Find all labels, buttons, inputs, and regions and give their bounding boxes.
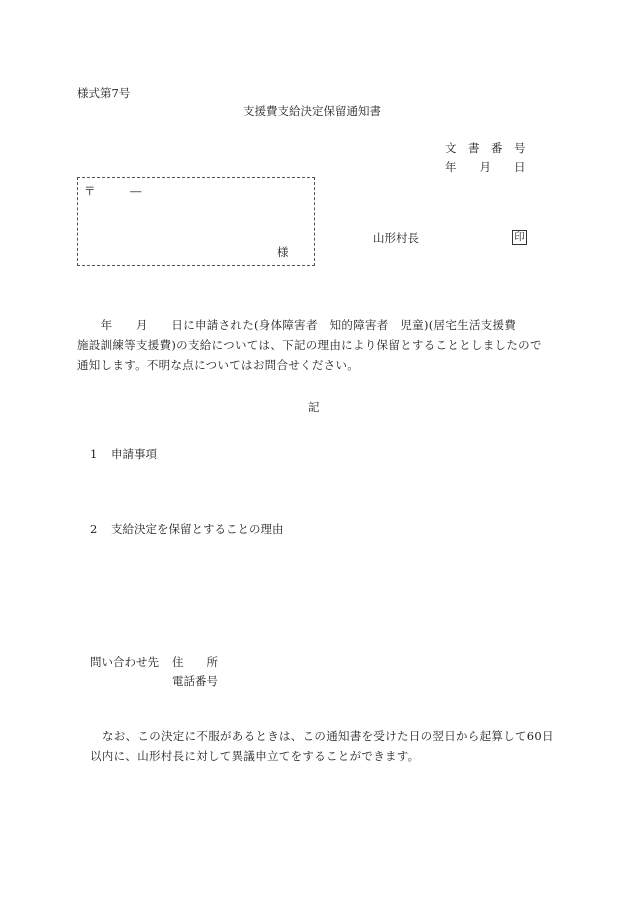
item-1 <box>90 447 157 461</box>
notice-paragraph <box>90 726 560 766</box>
form-number: 様式第7号 <box>77 86 131 100</box>
address-box <box>77 177 315 266</box>
postal-dash: ― <box>130 184 142 198</box>
ki-heading: 記 <box>308 400 320 414</box>
contact-label: 問い合わせ先 <box>90 655 159 669</box>
postal-mark: 〒 <box>84 184 96 198</box>
contact-address-label: 住 所 <box>172 655 218 669</box>
body-line-3: 通知します。不明な点についてはお問合せください。 <box>77 358 360 372</box>
notice-line-1: なお、この決定に不服があるときは、この通知書を受けた日の翌日から起算して60日 <box>102 729 554 743</box>
document-number-label: 文 書 番 号 <box>445 141 526 155</box>
contact-phone-label: 電話番号 <box>172 674 218 688</box>
issuer-name: 山形村長 <box>373 231 419 245</box>
date-label: 年 月 日 <box>445 160 526 174</box>
item-2-number: 2 <box>90 522 98 536</box>
body-line-2: 施設訓練等支援費)の支給については、下記の理由により保留とすることとしましたので <box>77 338 542 352</box>
honorific: 様 <box>277 245 289 259</box>
item-1-number: 1 <box>90 447 98 461</box>
body-paragraph <box>77 315 557 375</box>
item-2 <box>90 522 283 536</box>
document-title: 支援費支給決定保留通知書 <box>243 104 381 118</box>
notice-line-2: 以内に、山形村長に対して異議申立てをすることができます。 <box>90 749 420 763</box>
body-line-1: 年 月 日に申請された(身体障害者 知的障害者 児童)(居宅生活支援費 <box>77 318 517 332</box>
seal-mark: 印 <box>512 230 527 245</box>
item-1-label: 申請事項 <box>110 447 157 461</box>
item-2-label: 支給決定を保留とすることの理由 <box>110 522 284 536</box>
